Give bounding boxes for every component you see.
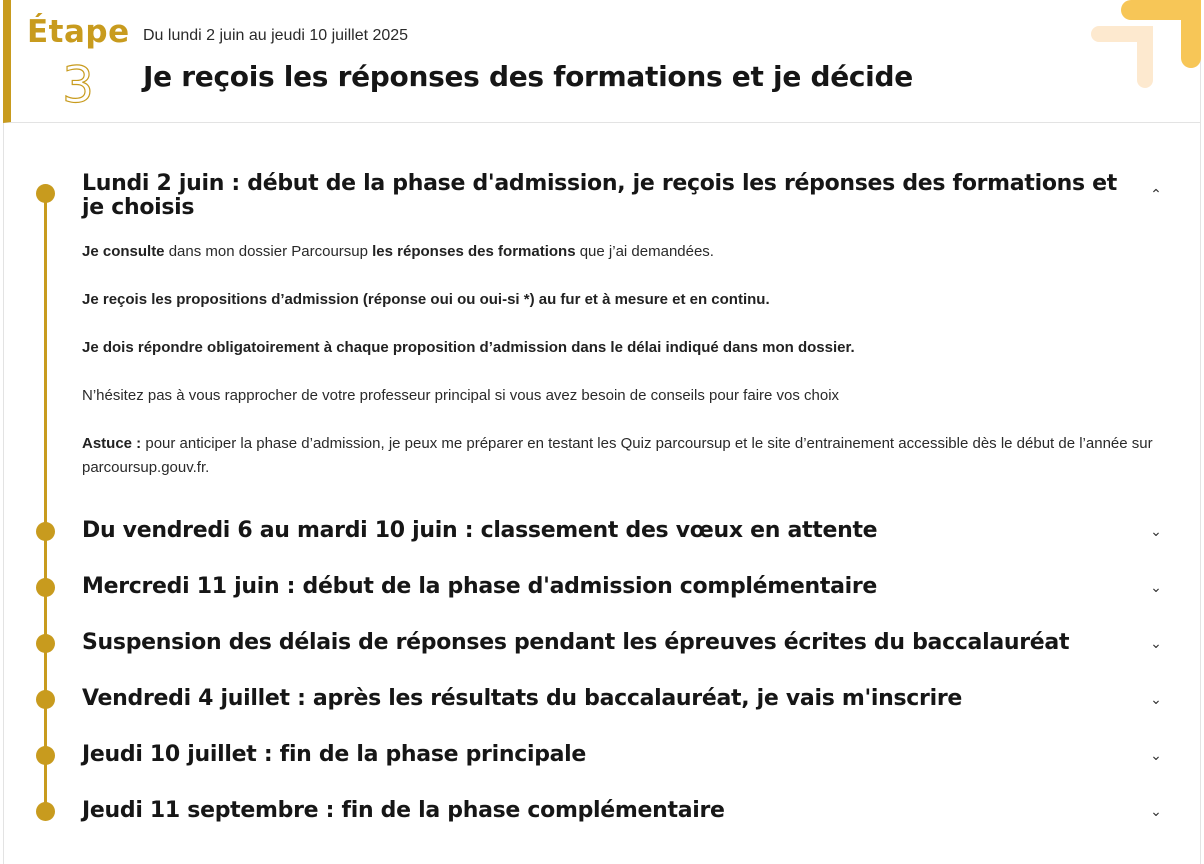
paragraph-obligation: Je dois répondre obligatoirement à chaque proposition d’admission dans le délai indiqué dans mon dossier. bbox=[82, 339, 855, 356]
chevron-down-icon[interactable]: ⌄ bbox=[1150, 523, 1162, 539]
timeline-item-title[interactable]: Mercredi 11 juin : début de la phase d'admission complémentaire bbox=[82, 574, 878, 599]
card-border-left bbox=[3, 123, 4, 864]
timeline-item-title[interactable]: Du vendredi 6 au mardi 10 juin : classement des vœux en attente bbox=[82, 518, 878, 543]
timeline-dot bbox=[36, 802, 55, 821]
timeline-dot bbox=[36, 578, 55, 597]
page-title: Je reçois les réponses des formations et je décide bbox=[143, 60, 913, 93]
etape-number bbox=[55, 58, 101, 110]
timeline-item-title-expanded[interactable]: Lundi 2 juin : début de la phase d'admission, je reçois les réponses des formations et je choisis bbox=[82, 171, 1117, 220]
chevron-down-icon[interactable]: ⌄ bbox=[1150, 803, 1162, 819]
decorative-corner-icon bbox=[1091, 0, 1201, 95]
etape-number-text: 3 bbox=[62, 58, 94, 110]
timeline-item-title[interactable]: Jeudi 11 septembre : fin de la phase complémentaire bbox=[82, 798, 725, 823]
timeline-line bbox=[44, 194, 47, 812]
paragraph-advice: N’hésitez pas à vous rapprocher de votre professeur principal si vous avez besoin de conseils pour faire vos choix bbox=[82, 387, 840, 404]
paragraph-tip: Astuce : pour anticiper la phase d’admission, je peux me préparer en testant les Quiz parcoursup et le site d’entrainement accessible dès le début de l’année sur parcoursup.gouv.fr. bbox=[82, 435, 1153, 476]
chevron-down-icon[interactable]: ⌄ bbox=[1150, 579, 1162, 595]
chevron-down-icon[interactable]: ⌄ bbox=[1150, 635, 1162, 651]
paragraph-consult: Je consulte dans mon dossier Parcoursup les réponses des formations que j’ai demandées. bbox=[82, 243, 714, 260]
timeline-dot bbox=[36, 184, 55, 203]
chevron-down-icon[interactable]: ⌄ bbox=[1150, 747, 1162, 763]
chevron-down-icon[interactable]: ⌄ bbox=[1150, 691, 1162, 707]
timeline-dot bbox=[36, 634, 55, 653]
timeline-dot bbox=[36, 746, 55, 765]
timeline-item-title[interactable]: Vendredi 4 juillet : après les résultats du baccalauréat, je vais m'inscrire bbox=[82, 686, 963, 711]
date-range: Du lundi 2 juin au jeudi 10 juillet 2025 bbox=[143, 27, 409, 44]
timeline-dot bbox=[36, 690, 55, 709]
etape-label: Étape bbox=[27, 14, 130, 50]
card-border-right bbox=[1200, 0, 1201, 864]
paragraph-propositions: Je reçois les propositions d’admission (réponse oui ou oui-si *) au fur et à mesure et en continu. bbox=[82, 291, 770, 308]
timeline-item-title[interactable]: Suspension des délais de réponses pendant les épreuves écrites du baccalauréat bbox=[82, 630, 1070, 655]
chevron-up-icon[interactable]: ⌃ bbox=[1150, 186, 1162, 202]
timeline-item-title[interactable]: Jeudi 10 juillet : fin de la phase principale bbox=[82, 742, 587, 767]
timeline-dot bbox=[36, 522, 55, 541]
